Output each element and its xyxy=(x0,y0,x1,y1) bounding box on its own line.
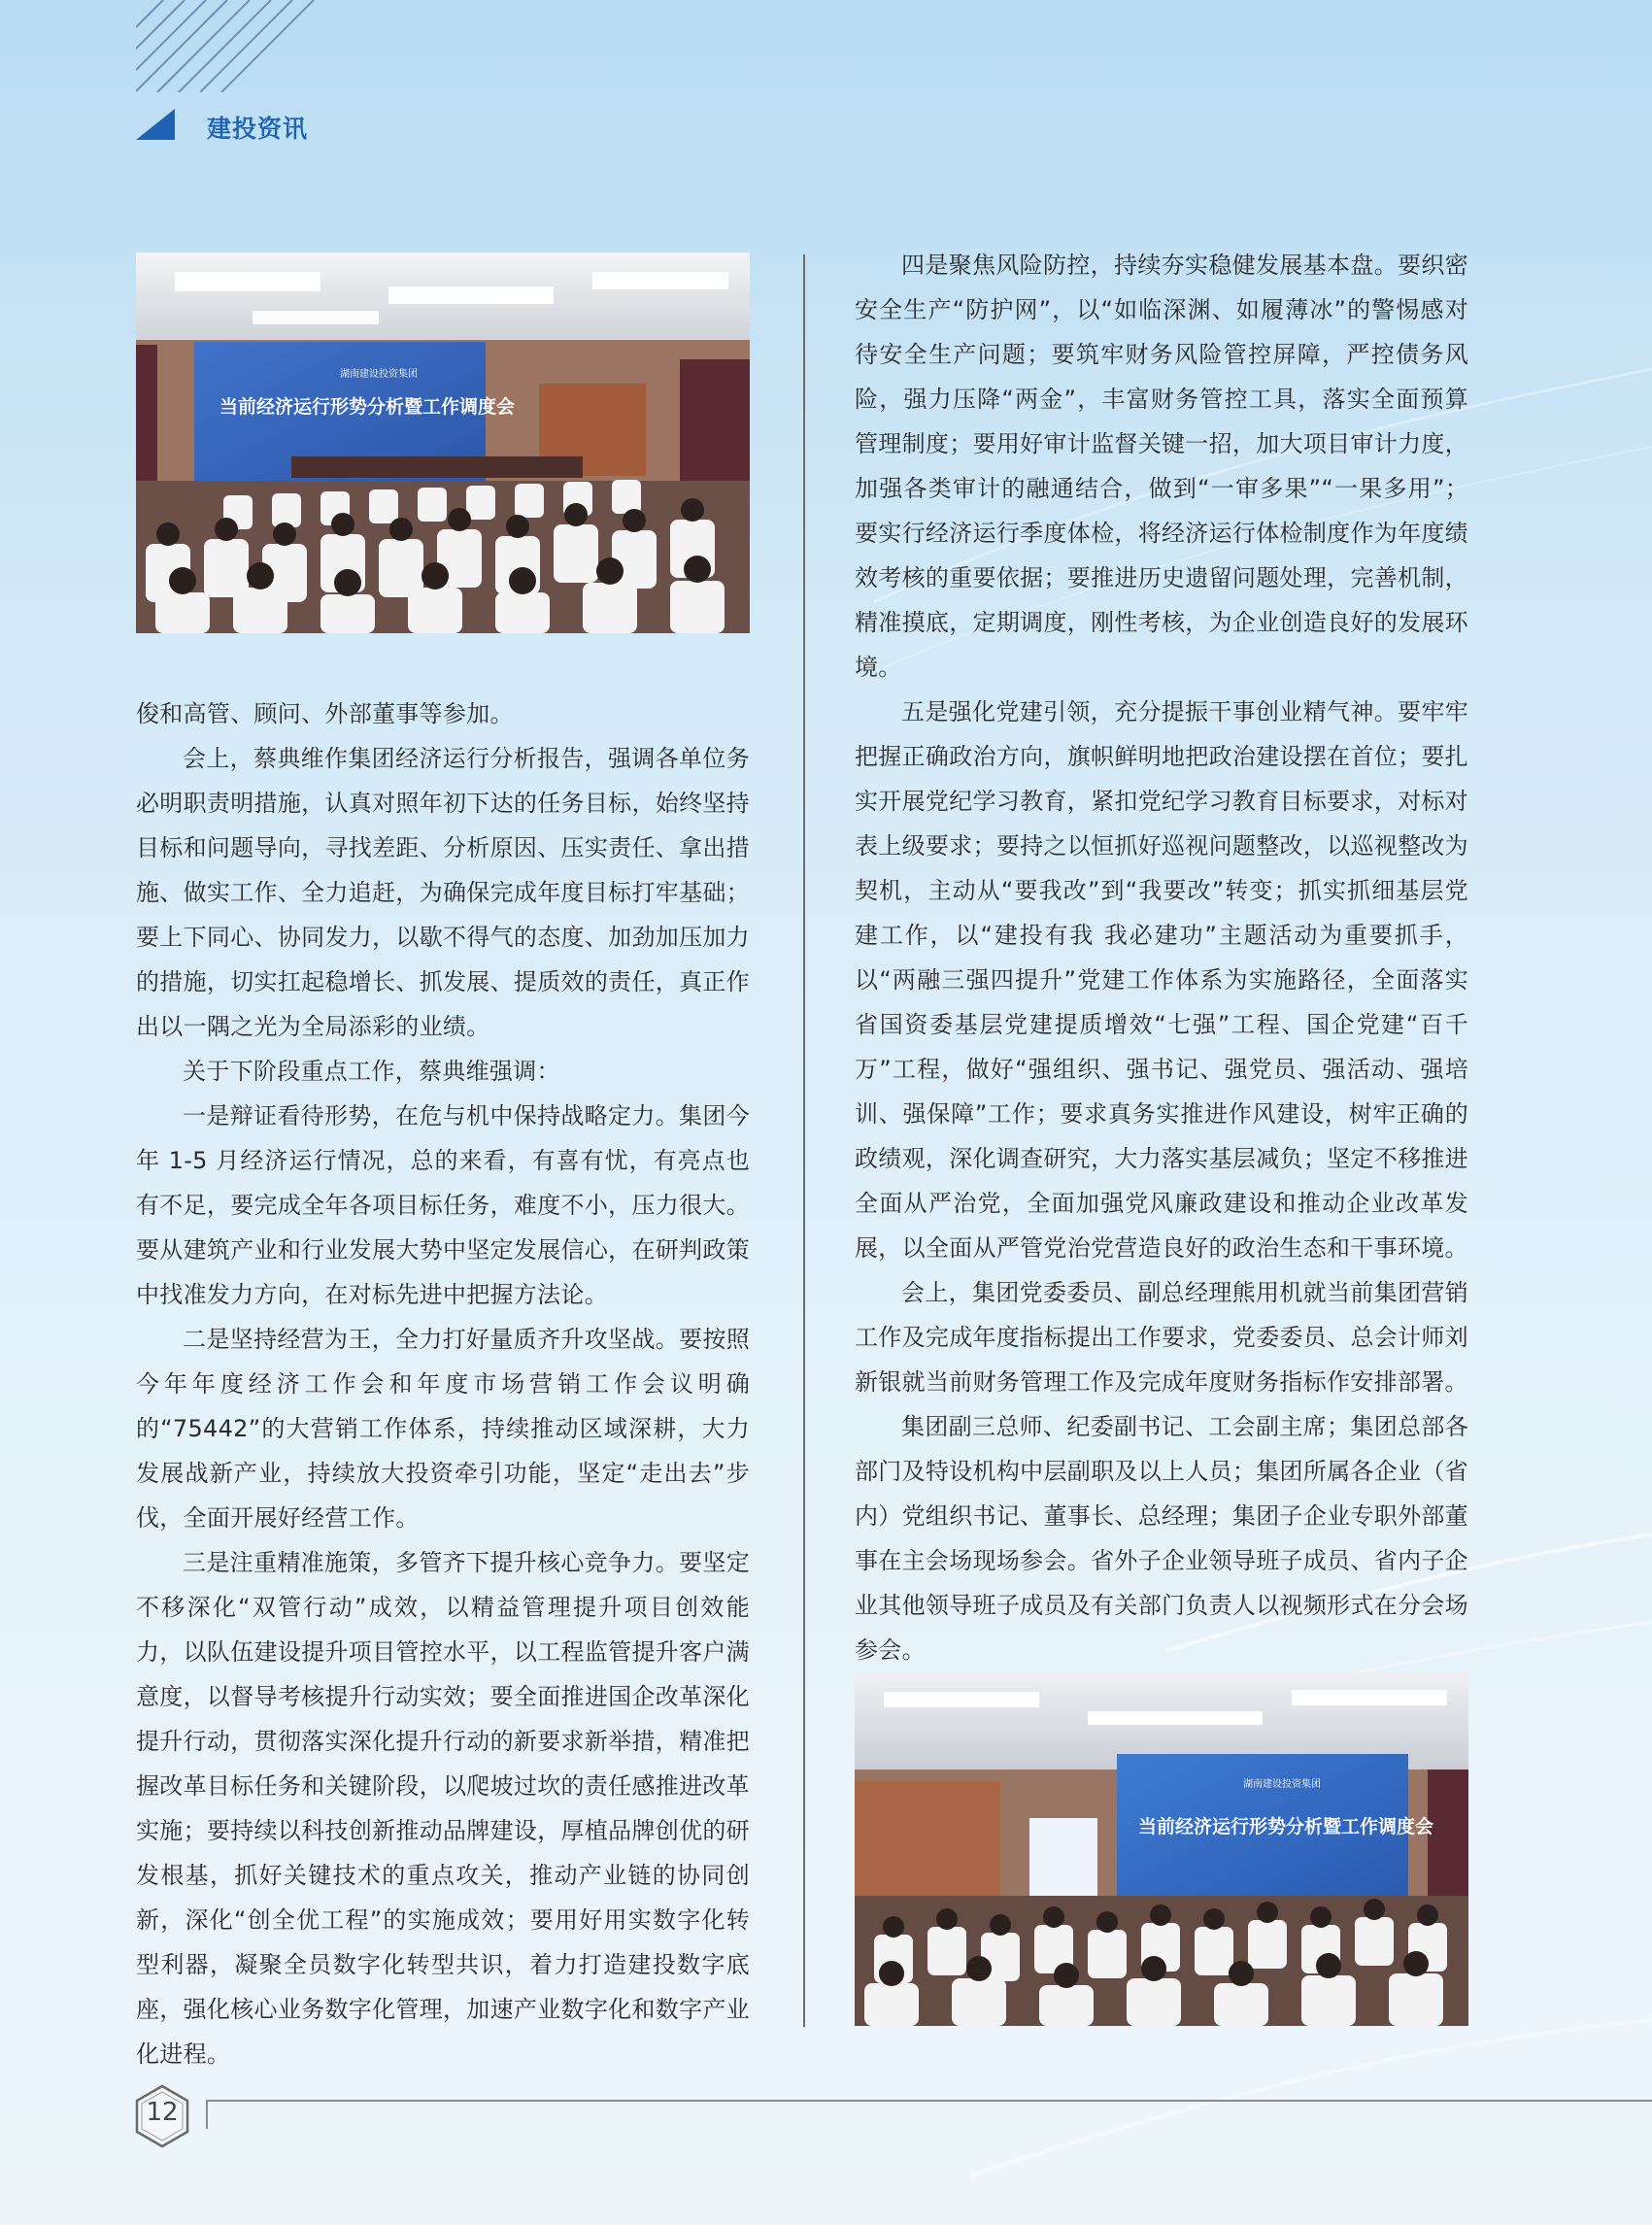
meeting-photo-bottom xyxy=(855,1672,1468,2026)
screen-title-text: 当前经济运行形势分析暨工作调度会 xyxy=(1138,1816,1434,1837)
page-number: 12 xyxy=(146,2098,179,2127)
paragraph: 俊和高管、顾问、外部董事等参加。 xyxy=(136,700,514,727)
paragraph: 关于下阶段重点工作，蔡典维强调： xyxy=(183,1058,560,1085)
screen-org-text: 湖南建设投资集团 xyxy=(340,369,418,380)
paragraph: 一是辩证看待形势，在危与机中保持战略定力。集团今年 1-5 月经济运行情况，总的来看，有喜有忧，有亮点也有不足，要完成全年各项目标任务，难度不小，压力很大。要从建筑产业和行业发展大势中坚定发展信心，在研判政策中找准发力方向，在对标先进中把握方法论。 xyxy=(136,1102,750,1308)
paragraph: 二是坚持经营为王，全力打好量质齐升攻坚战。要按照今年年度经济工作会和年度市场营销工作会议明确的“75442”的大营销工作体系，持续推动区域深耕，大力发展战新产业，持续放大投资牵引功能，坚定“走出去”步伐，全面开展好经营工作。 xyxy=(136,1326,750,1532)
footer-rule xyxy=(206,2100,1652,2102)
meeting-photo-top xyxy=(136,253,750,633)
left-text-column xyxy=(136,691,750,2076)
column-divider xyxy=(803,254,805,2027)
paragraph: 集团副三总师、纪委副书记、工会副主席；集团总部各部门及特设机构中层副职及以上人员；集团所属各企业（省内）党组织书记、董事长、总经理；集团子企业专职外部董事在主会场现场参会。省外子企业领导班子成员、省内子企业其他领导班子成员及有关部门负责人以视频形式在分会场参会。 xyxy=(855,1413,1468,1664)
section-marker-icon xyxy=(136,109,175,140)
footer-rule-tick xyxy=(206,2100,208,2129)
paragraph: 会上，集团党委委员、副总经理熊用机就当前集团营销工作及完成年度指标提出工作要求，党委委员、总会计师刘新银就当前财务管理工作及完成年度财务指标作安排部署。 xyxy=(855,1279,1468,1396)
header-stripes xyxy=(136,0,330,92)
right-text-column xyxy=(855,243,1468,1672)
paragraph: 四是聚焦风险防控，持续夯实稳健发展基本盘。要织密安全生产“防护网”，以“如临深渊、如履薄冰”的警惕感对待安全生产问题；要筑牢财务风险管控屏障，严控债务风险，强力压降“两金”，丰富财务管控工具，落实全面预算管理制度；要用好审计监督关键一招，加大项目审计力度，加强各类审计的融通结合，做到“一审多果”“一果多用”；要实行经济运行季度体检，将经济运行体检制度作为年度绩效考核的重要依据；要推进历史遗留问题处理，完善机制，精准摸底，定期调度，刚性考核，为企业创造良好的发展环境。 xyxy=(855,252,1468,681)
section-title: 建投资讯 xyxy=(207,115,309,143)
screen-title-text: 当前经济运行形势分析暨工作调度会 xyxy=(219,396,516,418)
paragraph: 三是注重精准施策，多管齐下提升核心竞争力。要坚定不移深化“双管行动”成效，以精益管理提升项目创效能力，以队伍建设提升项目管控水平，以工程监管提升客户满意度，以督导考核提升行动实效；要全面推进国企改革深化提升行动，贯彻落实深化提升行动的新要求新举措，精准把握改革目标任务和关键阶段，以爬坡过坎的责任感推进改革实施；要持续以科技创新推动品牌建设，厚植品牌创优的研发根基，抓好关键技术的重点攻关，推动产业链的协同创新，深化“创全优工程”的实施成效；要用好用实数字化转型利器，凝聚全员数字化转型共识，着力打造建投数字底座，强化核心业务数字化管理，加速产业数字化和数字产业化进程。 xyxy=(136,1549,750,2068)
screen-org-text: 湖南建设投资集团 xyxy=(1243,1779,1321,1790)
paragraph: 五是强化党建引领，充分提振干事创业精气神。要牢牢把握正确政治方向，旗帜鲜明地把政治建设摆在首位；要扎实开展党纪学习教育，紧扣党纪学习教育目标要求，对标对表上级要求；要持之以恒抓好巡视问题整改，以巡视整改为契机，主动从“要我改”到“我要改”转变；抓实抓细基层党建工作，以“建投有我 我必建功”主题活动为重要抓手，以“两融三强四提升”党建工作体系为实施路径，全面落实省国资委基层党建提质增效“七强”工程、国企党建“百千万”工程，做好“强组织、强书记、强党员、强活动、强培训、强保障”工作；要求真务实推进作风建设，树牢正确的政绩观，深化调查研究，大力落实基层减负；坚定不移推进全面从严治党，全面加强党风廉政建设和推动企业改革发展，以全面从严管党治党营造良好的政治生态和干事环境。 xyxy=(855,698,1468,1262)
paragraph: 会上，蔡典维作集团经济运行分析报告，强调各单位务必明职责明措施，认真对照年初下达的任务目标，始终坚持目标和问题导向，寻找差距、分析原因、压实责任、拿出措施、做实工作、全力追赶，为确保完成年度目标打牢基础；要上下同心、协同发力，以歇不得气的态度、加劲加压加力的措施，切实扛起稳增长、抓发展、提质效的责任，真正作出以一隅之光为全局添彩的业绩。 xyxy=(136,745,750,1040)
